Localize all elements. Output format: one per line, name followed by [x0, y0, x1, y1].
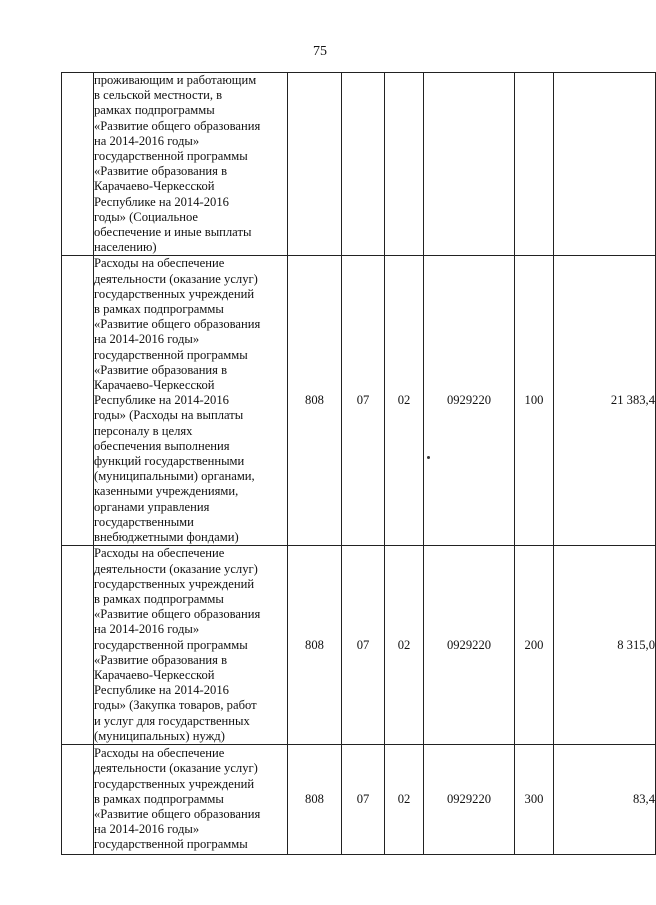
- sum-cell: 21 383,4: [554, 256, 656, 546]
- pr-cell: [385, 73, 424, 256]
- description-cell: Расходы на обеспечение деятельности (оказание услуг) государственных учреждений в рамках подпрограммы «Развитие общего образования на 2014-2016 годы» государственной программы: [94, 744, 288, 854]
- table-row: [62, 73, 656, 256]
- pr-cell: 02: [385, 546, 424, 745]
- budget-table: [61, 72, 656, 855]
- table-row: [62, 256, 656, 546]
- description-cell: Расходы на обеспечение деятельности (оказание услуг) государственных учреждений в рамках подпрограммы «Развитие общего образования на 2014-2016 годы» государственной программы «Развитие образования в Карачаево-Черкесской Республике на 2014-2016 годы» (Закупка товаров, работ и услуг для государственных (муниципальных) нужд): [94, 546, 288, 745]
- vr-cell: 100: [515, 256, 554, 546]
- blank-cell: [62, 546, 94, 745]
- ppp-cell: 808: [288, 744, 342, 854]
- vr-cell: [515, 73, 554, 256]
- csr-cell: [424, 73, 515, 256]
- rz-cell: 07: [342, 744, 385, 854]
- description-cell: Расходы на обеспечение деятельности (оказание услуг) государственных учреждений в рамках подпрограммы «Развитие общего образования на 2014-2016 годы» государственной программы «Развитие образования в Карачаево-Черкесской Республике на 2014-2016 годы» (Расходы на выплаты персоналу в целях обеспечения выполнения функций государственными (муниципальными) органами, казенными учреждениями, органами управления государственными внебюджетными фондами): [94, 256, 288, 546]
- sum-cell: [554, 73, 656, 256]
- table-row: [62, 546, 656, 745]
- description-cell: проживающим и работающим в сельской местности, в рамках подпрограммы «Развитие общего образования на 2014-2016 годы» государственной программы «Развитие образования в Карачаево-Черкесской Республике на 2014-2016 годы» (Социальное обеспечение и иные выплаты населению): [94, 73, 288, 256]
- blank-cell: [62, 744, 94, 854]
- csr-cell: 0929220: [424, 546, 515, 745]
- rz-cell: [342, 73, 385, 256]
- scan-speck: [427, 456, 430, 459]
- csr-cell: 0929220: [424, 744, 515, 854]
- rz-cell: 07: [342, 546, 385, 745]
- sum-cell: 83,4: [554, 744, 656, 854]
- blank-cell: [62, 73, 94, 256]
- ppp-cell: 808: [288, 546, 342, 745]
- rz-cell: 07: [342, 256, 385, 546]
- table-row: [62, 744, 656, 854]
- ppp-cell: 808: [288, 256, 342, 546]
- vr-cell: 300: [515, 744, 554, 854]
- ppp-cell: [288, 73, 342, 256]
- vr-cell: 200: [515, 546, 554, 745]
- pr-cell: 02: [385, 744, 424, 854]
- page-number: 75: [313, 44, 327, 59]
- pr-cell: 02: [385, 256, 424, 546]
- csr-cell: 0929220: [424, 256, 515, 546]
- sum-cell: 8 315,0: [554, 546, 656, 745]
- blank-cell: [62, 256, 94, 546]
